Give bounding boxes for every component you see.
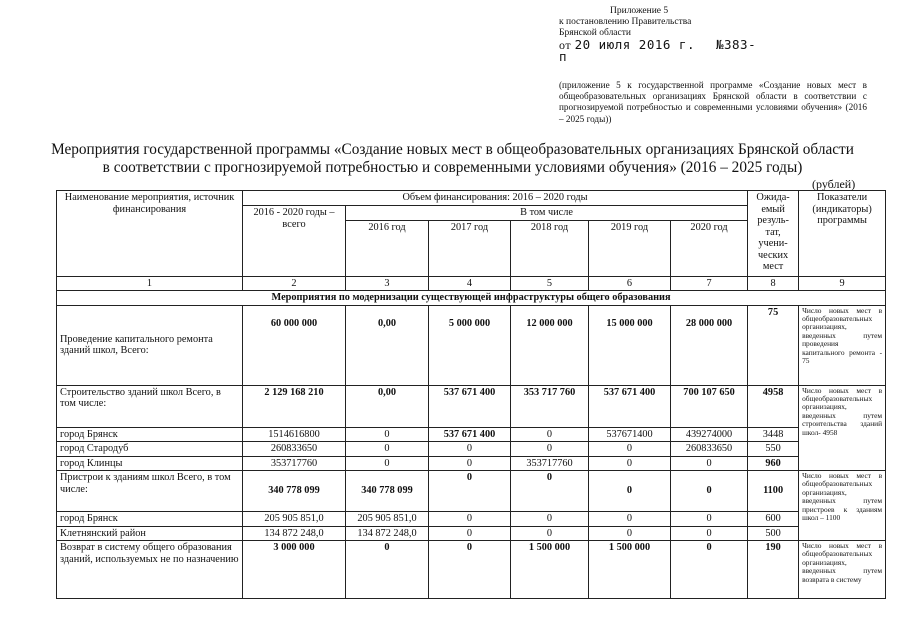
- cell-total: 260833650: [243, 442, 346, 457]
- cell-2019: 537671400: [589, 427, 671, 442]
- cell-total: 60 000 000: [243, 305, 346, 385]
- program-table: [56, 190, 886, 599]
- cell-2016: 0: [346, 442, 429, 457]
- section-title: Мероприятия по модернизации существующей инфраструктуры общего образования: [57, 291, 886, 306]
- header-2017: 2017 год: [429, 220, 511, 276]
- cell-2019: 0: [589, 526, 671, 541]
- cell-2017: 5 000 000: [429, 305, 511, 385]
- cell-total: 353717760: [243, 456, 346, 471]
- units-label: (рублей): [812, 177, 856, 191]
- table-row: [57, 541, 886, 599]
- cell-2016: 340 778 099: [346, 471, 429, 512]
- appendix-date: [559, 39, 759, 63]
- cell-2017: 537 671 400: [429, 385, 511, 427]
- cell-expected: 600: [748, 512, 799, 527]
- cell-2018: 12 000 000: [511, 305, 589, 385]
- cell-2018: 0: [511, 427, 589, 442]
- table-row: [57, 442, 886, 457]
- cell-2016: 0: [346, 456, 429, 471]
- row-name: Возврат в систему общего образования зданий, используемых не по назначению: [57, 541, 243, 599]
- header-funding: Объем финансирования: 2016 – 2020 годы: [243, 191, 748, 206]
- page-title: [0, 141, 905, 177]
- cell-indicator: Число новых мест в общеобразовательных организациях, введенных путем возврата в систему: [799, 541, 886, 599]
- cell-expected: 500: [748, 526, 799, 541]
- cell-2017: 537 671 400: [429, 427, 511, 442]
- cell-indicator: Число новых мест в общеобразовательных организациях, введенных путем строительства зданий школ- 4958: [799, 385, 886, 471]
- cell-2016: 0: [346, 427, 429, 442]
- header-2016: 2016 год: [346, 220, 429, 276]
- cell-total: 134 872 248,0: [243, 526, 346, 541]
- cell-2017: 0: [429, 456, 511, 471]
- cell-2019: 0: [589, 456, 671, 471]
- col-number: 5: [511, 276, 589, 291]
- col-number: 6: [589, 276, 671, 291]
- table-row: [57, 427, 886, 442]
- cell-2016: 0,00: [346, 305, 429, 385]
- cell-2020: 0: [671, 512, 748, 527]
- cell-indicator: Число новых мест в общеобразовательных организациях, введенных путем проведения капитального ремонта - 75: [799, 305, 886, 385]
- col-number: 9: [799, 276, 886, 291]
- cell-2020: 28 000 000: [671, 305, 748, 385]
- cell-2016: 0: [346, 541, 429, 599]
- cell-2017: 0: [429, 442, 511, 457]
- cell-total: 2 129 168 210: [243, 385, 346, 427]
- header-total: 2016 - 2020 годы – всего: [243, 206, 346, 277]
- document-number: №383-п: [559, 37, 757, 64]
- col-number: 1: [57, 276, 243, 291]
- cell-2020: 0: [671, 526, 748, 541]
- cell-expected: 3448: [748, 427, 799, 442]
- cell-2020: 260833650: [671, 442, 748, 457]
- cell-indicator: Число новых мест в общеобразовательных организациях, введенных путем пристроев к зданиям школ – 1100: [799, 471, 886, 541]
- header-expected: Ожида-емый резуль-тат, учени-ческих мест: [748, 191, 799, 277]
- cell-expected: 550: [748, 442, 799, 457]
- table-row: [57, 456, 886, 471]
- cell-2016: 205 905 851,0: [346, 512, 429, 527]
- section-row: [57, 291, 886, 306]
- appendix-line2: к постановлению Правительства: [559, 17, 692, 27]
- cell-expected: 1100: [748, 471, 799, 512]
- appendix-block: [559, 6, 759, 63]
- row-name: город Стародуб: [57, 442, 243, 457]
- cell-2018: 353717760: [511, 456, 589, 471]
- header-name: Наименование мероприятия, источник финансирования: [57, 191, 243, 277]
- cell-2019: 15 000 000: [589, 305, 671, 385]
- column-number-row: [57, 276, 886, 291]
- cell-expected: 960: [748, 456, 799, 471]
- table-row: [57, 305, 886, 385]
- cell-2018: 0: [511, 526, 589, 541]
- cell-2018: 1 500 000: [511, 541, 589, 599]
- row-name: город Брянск: [57, 427, 243, 442]
- cell-total: 205 905 851,0: [243, 512, 346, 527]
- col-number: 3: [346, 276, 429, 291]
- cell-expected: 190: [748, 541, 799, 599]
- cell-2020: 0: [671, 456, 748, 471]
- cell-2016: 134 872 248,0: [346, 526, 429, 541]
- table-row: [57, 526, 886, 541]
- cell-2020: 0: [671, 541, 748, 599]
- appendix-line3: Брянской области: [559, 28, 631, 38]
- cell-total: 3 000 000: [243, 541, 346, 599]
- cell-expected: 75: [748, 305, 799, 385]
- header-2020: 2020 год: [671, 220, 748, 276]
- cell-2017: 0: [429, 526, 511, 541]
- row-name: Клетнянский район: [57, 526, 243, 541]
- row-name: город Брянск: [57, 512, 243, 527]
- cell-2019: 0: [589, 442, 671, 457]
- date-prefix: от: [559, 38, 572, 52]
- cell-expected: 4958: [748, 385, 799, 427]
- cell-2019: 537 671 400: [589, 385, 671, 427]
- header-2019: 2019 год: [589, 220, 671, 276]
- cell-2019: 1 500 000: [589, 541, 671, 599]
- cell-2019: 0: [589, 512, 671, 527]
- title-line1: Мероприятия государственной программы «Создание новых мест в общеобразовательных организациях Брянской области: [51, 141, 854, 158]
- header-2018: 2018 год: [511, 220, 589, 276]
- col-number: 2: [243, 276, 346, 291]
- header-indicators: Показатели (индикаторы) программы: [799, 191, 886, 277]
- cell-2018: 0: [511, 512, 589, 527]
- table-row: [57, 471, 886, 512]
- table-row: [57, 512, 886, 527]
- cell-2020: 0: [671, 471, 748, 512]
- appendix-title: Приложение 5: [610, 6, 669, 16]
- table-row: [57, 385, 886, 427]
- header-including: В том числе: [346, 206, 748, 221]
- cell-2017: 0: [429, 512, 511, 527]
- cell-2017: 0: [429, 541, 511, 599]
- row-name: Проведение капитального ремонта зданий школ, Всего:: [57, 305, 243, 385]
- cell-2018: 0: [511, 442, 589, 457]
- cell-total: 340 778 099: [243, 471, 346, 512]
- col-number: 8: [748, 276, 799, 291]
- row-name: Пристрои к зданиям школ Всего, в том числе:: [57, 471, 243, 512]
- header-row: [57, 191, 886, 206]
- row-name: Строительство зданий школ Всего, в том числе:: [57, 385, 243, 427]
- row-name: город Клинцы: [57, 456, 243, 471]
- cell-2018: 353 717 760: [511, 385, 589, 427]
- col-number: 4: [429, 276, 511, 291]
- cell-2018: 0: [511, 471, 589, 512]
- cell-total: 1514616800: [243, 427, 346, 442]
- appendix-note: (приложение 5 к государственной программе «Создание новых мест в общеобразовательных организациях Брянской области в соответствии с прогнозируемой потребностью и современными условиями обучения» (2016 – 2025 годы)): [559, 80, 867, 124]
- cell-2017: 0: [429, 471, 511, 512]
- cell-2020: 700 107 650: [671, 385, 748, 427]
- title-line2: в соответствии с прогнозируемой потребностью и современными условиями обучения» (2016 – 2025 годы): [102, 159, 803, 176]
- date-value: 20 июля 2016 г.: [574, 37, 695, 52]
- cell-2020: 439274000: [671, 427, 748, 442]
- col-number: 7: [671, 276, 748, 291]
- cell-2016: 0,00: [346, 385, 429, 427]
- cell-2019: 0: [589, 471, 671, 512]
